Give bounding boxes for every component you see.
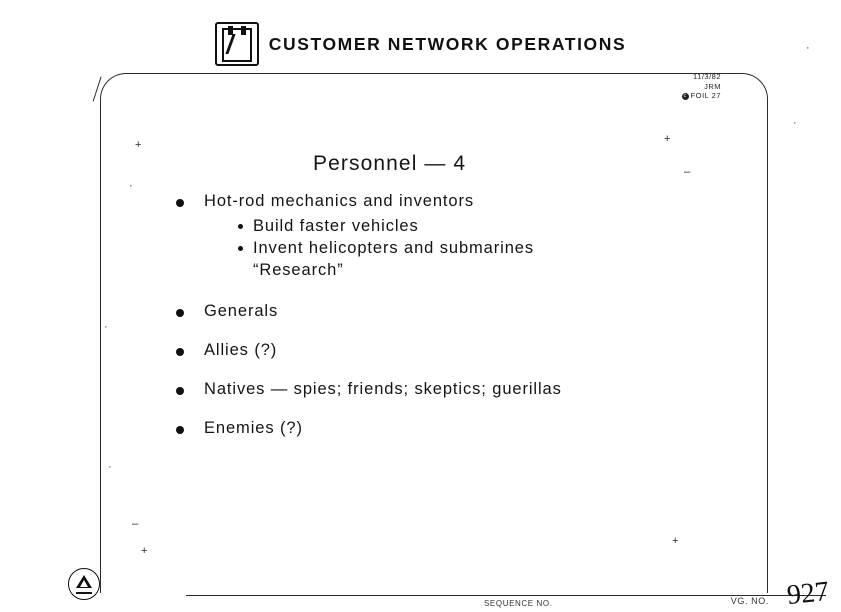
bullet-dot-icon <box>176 199 184 207</box>
sub-list-item <box>238 237 696 259</box>
registration-mark-icon: + <box>672 535 679 547</box>
registration-mark-icon: · <box>793 117 797 129</box>
registration-mark-icon: + <box>664 133 671 145</box>
registration-mark-icon: · <box>806 42 810 54</box>
registration-mark-icon: – <box>132 518 139 530</box>
list-item-label: Allies (?) <box>204 341 278 359</box>
sub-bullet-dot-icon <box>238 246 243 251</box>
registration-mark-icon: + <box>141 545 148 557</box>
registration-mark-icon: + <box>135 139 142 151</box>
registration-mark-icon: · <box>108 461 112 473</box>
foil-stamp-foil: FOIL 27 <box>690 91 721 100</box>
list-item <box>176 190 696 213</box>
sequence-number-label: SEQUENCE NO. <box>484 599 553 608</box>
list-item <box>176 417 696 440</box>
sub-list-item-plain: “Research” <box>253 261 344 279</box>
foil-stamp-date: 11/3/82 <box>693 72 721 81</box>
list-item-label: Hot-rod mechanics and inventors <box>204 192 475 210</box>
sub-bullet-dot-icon <box>238 224 243 229</box>
sub-bullet-list <box>238 215 696 281</box>
bullet-dot-icon <box>176 426 184 434</box>
list-item-label: Enemies (?) <box>204 419 303 437</box>
copyright-icon: c <box>683 92 687 99</box>
document-header <box>0 22 841 66</box>
registration-mark-icon: · <box>129 180 133 192</box>
registration-mark-icon: · <box>104 321 108 333</box>
vg-number-label: VG. NO. <box>730 596 769 606</box>
bullet-dot-icon <box>176 309 184 317</box>
registration-mark-icon: – <box>684 166 691 178</box>
list-item <box>176 378 696 401</box>
page-title: Personnel — 4 <box>313 152 467 175</box>
bullet-dot-icon <box>176 387 184 395</box>
list-item-label: Natives — spies; friends; skeptics; guerillas <box>204 380 562 398</box>
vg-number-value: 927 <box>785 575 831 612</box>
customer-network-operations-logo-icon <box>215 22 259 66</box>
foil-stamp <box>682 72 721 101</box>
list-item <box>176 339 696 362</box>
sub-list-item-label: Build faster vehicles <box>253 217 419 235</box>
bell-system-circle-logo-icon <box>68 568 100 600</box>
foil-stamp-initials: JRM <box>704 81 721 91</box>
list-item-label: Generals <box>204 302 279 320</box>
bullet-list <box>176 190 696 442</box>
list-item <box>176 300 696 323</box>
sub-list-item-label: Invent helicopters and submarines <box>253 239 535 257</box>
bullet-dot-icon <box>176 348 184 356</box>
foil-stamp-number-line <box>682 91 721 101</box>
header-title: CUSTOMER NETWORK OPERATIONS <box>268 33 627 54</box>
sub-list-item <box>238 215 696 237</box>
